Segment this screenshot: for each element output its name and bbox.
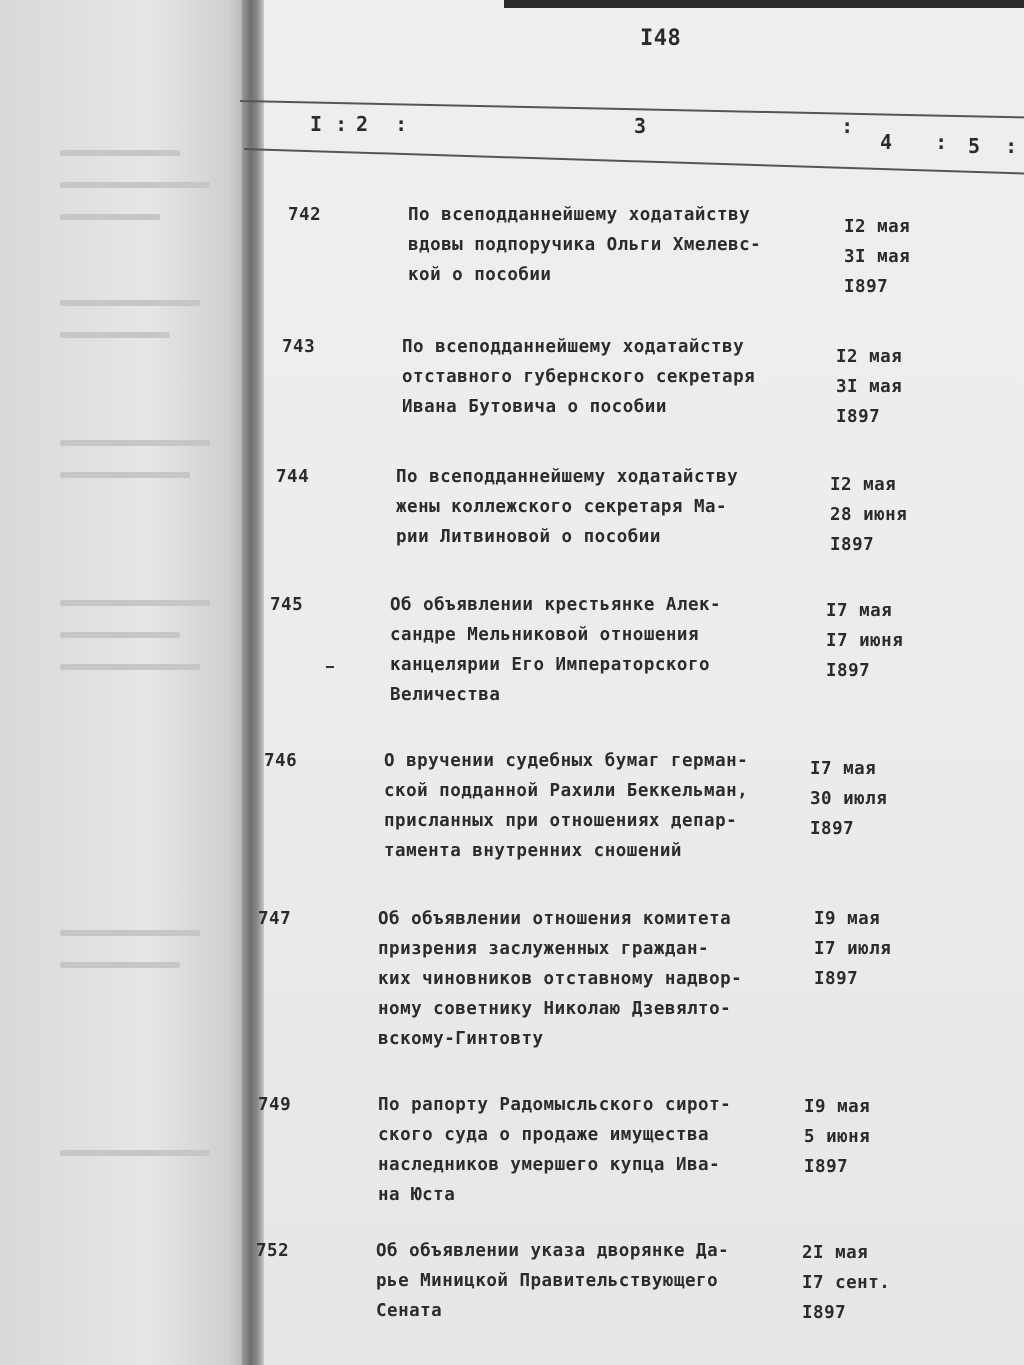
- entry-dates: [836, 342, 936, 432]
- entry-dates: [844, 212, 944, 302]
- column-separator: :: [935, 130, 948, 154]
- faded-text-line: [60, 930, 200, 936]
- faded-text-line: [60, 962, 180, 968]
- faded-text-line: [60, 332, 170, 338]
- left-page-faded: [0, 0, 250, 1365]
- date-year: I897: [804, 1157, 849, 1177]
- description-line: вдовы подпоручика Ольги Хмелевс-: [408, 235, 762, 255]
- column-header-label: 3: [634, 114, 647, 138]
- entry-description: [376, 1236, 796, 1326]
- date-year: I897: [830, 535, 875, 555]
- description-line: О вручении судебных бумаг герман-: [384, 751, 749, 771]
- faded-text-line: [60, 300, 200, 306]
- date-year: I897: [826, 661, 871, 681]
- column-separator: :: [335, 112, 348, 136]
- column-header-4: [880, 130, 948, 154]
- entry-number: 752: [256, 1241, 290, 1261]
- date-year: I897: [836, 407, 881, 427]
- column-header-label: 5: [968, 134, 981, 158]
- column-header-label: 2: [356, 112, 369, 136]
- description-line: кой о пособии: [408, 265, 552, 285]
- description-line: Ивана Бутовича о пособии: [402, 397, 667, 417]
- description-line: Об объявлении крестьянке Алек-: [390, 595, 722, 615]
- description-line: призрения заслуженных граждан-: [378, 939, 710, 959]
- entry-description: [384, 746, 804, 866]
- description-line: наследников умершего купца Ива-: [378, 1155, 721, 1175]
- column-separator: :: [395, 112, 408, 136]
- description-line: тамента внутренних сношений: [384, 841, 682, 861]
- entry-description: [378, 904, 798, 1054]
- column-header-label: I: [310, 112, 323, 136]
- faded-text-line: [60, 214, 160, 220]
- description-line: ской подданной Рахили Беккельман,: [384, 781, 749, 801]
- column-header-label: 4: [880, 130, 893, 154]
- date-start: I9 мая: [804, 1097, 871, 1117]
- description-line: канцелярии Его Императорского: [390, 655, 711, 675]
- entry-description: [402, 332, 822, 422]
- entry-number: 747: [258, 909, 292, 929]
- faded-text-line: [60, 1150, 210, 1156]
- description-line: рии Литвиновой о пособии: [396, 527, 661, 547]
- date-end: 3I мая: [844, 247, 911, 267]
- date-start: I2 мая: [844, 217, 911, 237]
- description-line: на Юста: [378, 1185, 456, 1205]
- date-year: I897: [802, 1303, 847, 1323]
- entry-number: 742: [288, 205, 322, 225]
- entry-number: 745: [270, 595, 304, 615]
- column-header-2: [356, 112, 408, 136]
- date-start: I9 мая: [814, 909, 881, 929]
- date-end: 30 июля: [810, 789, 888, 809]
- description-line: Величества: [390, 685, 501, 705]
- page-number: I48: [640, 26, 682, 51]
- entry-dates: [826, 596, 926, 686]
- faded-text-line: [60, 440, 210, 446]
- column-separator: :: [1005, 134, 1018, 158]
- date-year: I897: [844, 277, 889, 297]
- description-line: По всеподданнейшему ходатайству: [408, 205, 751, 225]
- entry-dates: [810, 754, 910, 844]
- description-line: сандре Мельниковой отношения: [390, 625, 700, 645]
- description-line: присланных при отношениях депар-: [384, 811, 738, 831]
- faded-text-line: [60, 600, 210, 606]
- description-line: Об объявлении отношения комитета: [378, 909, 732, 929]
- date-end: I7 июля: [814, 939, 892, 959]
- faded-text-line: [60, 664, 200, 670]
- description-line: ких чиновников отставному надвор-: [378, 969, 743, 989]
- description-line: По рапорту Радомысльского сирот-: [378, 1095, 732, 1115]
- date-start: 2I мая: [802, 1243, 869, 1263]
- description-line: отставного губернского секретаря: [402, 367, 756, 387]
- faded-text-line: [60, 472, 190, 478]
- date-end: I7 июня: [826, 631, 904, 651]
- entry-description: [396, 462, 816, 552]
- entry-number: 746: [264, 751, 298, 771]
- description-line: По всеподданнейшему ходатайству: [402, 337, 745, 357]
- column-header-1: [310, 112, 348, 136]
- date-end: 3I мая: [836, 377, 903, 397]
- column-header-5: [968, 134, 1018, 158]
- column-separator: :: [841, 114, 854, 138]
- description-line: вскому-Гинтовту: [378, 1029, 544, 1049]
- description-line: Об объявлении указа дворянке Да-: [376, 1241, 730, 1261]
- description-line: ному советнику Николаю Дзевялто-: [378, 999, 732, 1019]
- date-start: I7 мая: [810, 759, 877, 779]
- date-start: I7 мая: [826, 601, 893, 621]
- entry-description: [408, 200, 828, 290]
- entry-dates: [814, 904, 914, 994]
- description-line: рье Миницкой Правительствующего: [376, 1271, 719, 1291]
- entry-description: [390, 590, 810, 710]
- date-end: 28 июня: [830, 505, 908, 525]
- entry-number: 743: [282, 337, 316, 357]
- date-end: 5 июня: [804, 1127, 871, 1147]
- description-line: По всеподданнейшему ходатайству: [396, 467, 739, 487]
- entry-number: 744: [276, 467, 310, 487]
- description-line: жены коллежского секретаря Ма-: [396, 497, 728, 517]
- background-edge: [504, 0, 1024, 8]
- faded-text-line: [60, 632, 180, 638]
- entry-dates: [802, 1238, 902, 1328]
- description-line: ского суда о продаже имущества: [378, 1125, 710, 1145]
- entry-number: 749: [258, 1095, 292, 1115]
- stray-ink-mark: [326, 666, 334, 668]
- date-year: I897: [814, 969, 859, 989]
- book-gutter: [242, 0, 264, 1365]
- date-start: I2 мая: [830, 475, 897, 495]
- entry-description: [378, 1090, 798, 1210]
- date-start: I2 мая: [836, 347, 903, 367]
- column-header-3: [634, 114, 854, 138]
- faded-text-line: [60, 150, 180, 156]
- entry-dates: [804, 1092, 904, 1182]
- entry-dates: [830, 470, 930, 560]
- date-year: I897: [810, 819, 855, 839]
- faded-text-line: [60, 182, 210, 188]
- description-line: Сената: [376, 1301, 443, 1321]
- date-end: I7 сент.: [802, 1273, 891, 1293]
